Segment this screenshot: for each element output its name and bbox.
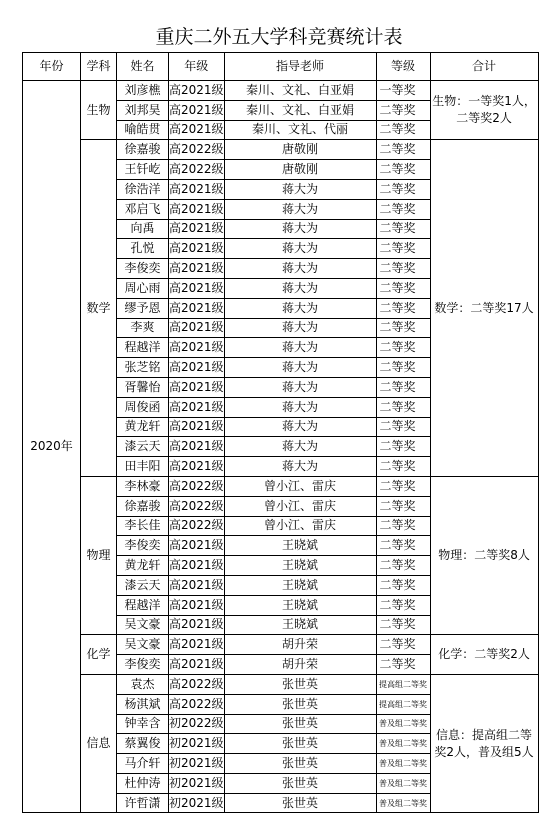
grade-cell: 高2021级 bbox=[169, 595, 225, 615]
grade-cell: 高2022级 bbox=[169, 674, 225, 694]
student-name: 漆云天 bbox=[117, 575, 169, 595]
teacher-cell: 蒋大为 bbox=[224, 259, 376, 279]
student-name: 田丰阳 bbox=[117, 457, 169, 477]
grade-cell: 高2021级 bbox=[169, 536, 225, 556]
teacher-cell: 曾小江、雷庆 bbox=[224, 476, 376, 496]
teacher-cell: 胡升荣 bbox=[224, 655, 376, 675]
grade-cell: 高2022级 bbox=[169, 694, 225, 714]
grade-cell: 高2021级 bbox=[169, 556, 225, 576]
level-cell: 二等奖 bbox=[376, 476, 430, 496]
table-row bbox=[23, 81, 539, 101]
header-year: 年份 bbox=[23, 53, 81, 81]
student-name: 向禹 bbox=[117, 219, 169, 239]
student-name: 蔡翼俊 bbox=[117, 734, 169, 754]
student-name: 马介轩 bbox=[117, 754, 169, 774]
student-name: 周俊函 bbox=[117, 397, 169, 417]
teacher-cell: 蒋大为 bbox=[224, 358, 376, 378]
teacher-cell: 王晓斌 bbox=[224, 536, 376, 556]
level-cell: 普及组二等奖 bbox=[376, 793, 430, 813]
teacher-cell: 张世英 bbox=[224, 793, 376, 813]
student-name: 孔悦 bbox=[117, 239, 169, 259]
teacher-cell: 唐敬刚 bbox=[224, 160, 376, 180]
grade-cell: 高2021级 bbox=[169, 635, 225, 655]
teacher-cell: 蒋大为 bbox=[224, 377, 376, 397]
teacher-cell: 蒋大为 bbox=[224, 298, 376, 318]
grade-cell: 高2021级 bbox=[169, 81, 225, 101]
page-title: 重庆二外五大学科竞赛统计表 bbox=[155, 26, 403, 48]
table-row bbox=[23, 140, 539, 160]
table-body bbox=[23, 81, 539, 813]
student-name: 邓启飞 bbox=[117, 199, 169, 219]
teacher-cell: 张世英 bbox=[224, 734, 376, 754]
teacher-cell: 秦川、文礼、白亚娟 bbox=[224, 100, 376, 120]
level-cell: 二等奖 bbox=[376, 100, 430, 120]
award-table bbox=[22, 52, 539, 813]
student-name: 杨淇斌 bbox=[117, 694, 169, 714]
grade-cell: 高2021级 bbox=[169, 298, 225, 318]
student-name: 胥馨怡 bbox=[117, 377, 169, 397]
level-cell: 二等奖 bbox=[376, 635, 430, 655]
grade-cell: 高2022级 bbox=[169, 516, 225, 536]
grade-cell: 高2021级 bbox=[169, 219, 225, 239]
teacher-cell: 王晓斌 bbox=[224, 575, 376, 595]
subject-cell: 信息 bbox=[81, 674, 117, 813]
student-name: 徐嘉骏 bbox=[117, 496, 169, 516]
teacher-cell: 曾小江、雷庆 bbox=[224, 496, 376, 516]
student-name: 徐浩洋 bbox=[117, 179, 169, 199]
teacher-cell: 蒋大为 bbox=[224, 437, 376, 457]
teacher-cell: 蒋大为 bbox=[224, 199, 376, 219]
level-cell: 二等奖 bbox=[376, 298, 430, 318]
subject-cell: 生物 bbox=[81, 81, 117, 140]
level-cell: 二等奖 bbox=[376, 615, 430, 635]
table-row bbox=[23, 674, 539, 694]
student-name: 袁杰 bbox=[117, 674, 169, 694]
student-name: 王钎屹 bbox=[117, 160, 169, 180]
header-level: 等级 bbox=[376, 53, 430, 81]
level-cell: 二等奖 bbox=[376, 318, 430, 338]
teacher-cell: 曾小江、雷庆 bbox=[224, 516, 376, 536]
student-name: 程越洋 bbox=[117, 338, 169, 358]
grade-cell: 高2022级 bbox=[169, 476, 225, 496]
teacher-cell: 蒋大为 bbox=[224, 278, 376, 298]
level-cell: 二等奖 bbox=[376, 655, 430, 675]
subject-cell: 物理 bbox=[81, 476, 117, 634]
total-cell: 数学：二等奖17人 bbox=[430, 140, 538, 477]
student-name: 刘邦昊 bbox=[117, 100, 169, 120]
grade-cell: 高2021级 bbox=[169, 100, 225, 120]
grade-cell: 高2021级 bbox=[169, 437, 225, 457]
student-name: 周心雨 bbox=[117, 278, 169, 298]
level-cell: 二等奖 bbox=[376, 575, 430, 595]
teacher-cell: 张世英 bbox=[224, 694, 376, 714]
level-cell: 二等奖 bbox=[376, 397, 430, 417]
header-total: 合计 bbox=[430, 53, 538, 81]
teacher-cell: 王晓斌 bbox=[224, 615, 376, 635]
student-name: 喻皓贯 bbox=[117, 120, 169, 140]
student-name: 漆云天 bbox=[117, 437, 169, 457]
student-name: 吴文豪 bbox=[117, 615, 169, 635]
total-cell: 信息：提高组二等奖2人，普及组5人 bbox=[430, 674, 538, 813]
student-name: 李林豪 bbox=[117, 476, 169, 496]
teacher-cell: 蒋大为 bbox=[224, 397, 376, 417]
total-cell: 生物：一等奖1人，二等奖2人 bbox=[430, 81, 538, 140]
level-cell: 二等奖 bbox=[376, 516, 430, 536]
grade-cell: 初2022级 bbox=[169, 714, 225, 734]
grade-cell: 高2021级 bbox=[169, 120, 225, 140]
grade-cell: 高2022级 bbox=[169, 140, 225, 160]
student-name: 徐嘉骏 bbox=[117, 140, 169, 160]
student-name: 吴文豪 bbox=[117, 635, 169, 655]
grade-cell: 高2022级 bbox=[169, 160, 225, 180]
subject-cell: 数学 bbox=[81, 140, 117, 477]
student-name: 李俊奕 bbox=[117, 259, 169, 279]
level-cell: 二等奖 bbox=[376, 338, 430, 358]
grade-cell: 初2021级 bbox=[169, 793, 225, 813]
teacher-cell: 胡升荣 bbox=[224, 635, 376, 655]
table-row bbox=[23, 635, 539, 655]
grade-cell: 初2021级 bbox=[169, 773, 225, 793]
total-cell: 化学：二等奖2人 bbox=[430, 635, 538, 675]
teacher-cell: 蒋大为 bbox=[224, 179, 376, 199]
level-cell: 二等奖 bbox=[376, 417, 430, 437]
teacher-cell: 蒋大为 bbox=[224, 457, 376, 477]
level-cell: 二等奖 bbox=[376, 437, 430, 457]
level-cell: 普及组二等奖 bbox=[376, 754, 430, 774]
student-name: 程越洋 bbox=[117, 595, 169, 615]
teacher-cell: 王晓斌 bbox=[224, 595, 376, 615]
header-name: 姓名 bbox=[117, 53, 169, 81]
level-cell: 二等奖 bbox=[376, 556, 430, 576]
level-cell: 二等奖 bbox=[376, 239, 430, 259]
level-cell: 普及组二等奖 bbox=[376, 734, 430, 754]
teacher-cell: 张世英 bbox=[224, 754, 376, 774]
level-cell: 提高组二等奖 bbox=[376, 694, 430, 714]
level-cell: 二等奖 bbox=[376, 179, 430, 199]
level-cell: 二等奖 bbox=[376, 259, 430, 279]
teacher-cell: 王晓斌 bbox=[224, 556, 376, 576]
student-name: 刘彦樵 bbox=[117, 81, 169, 101]
header-teacher: 指导老师 bbox=[224, 53, 376, 81]
student-name: 李俊奕 bbox=[117, 655, 169, 675]
grade-cell: 初2021级 bbox=[169, 754, 225, 774]
level-cell: 二等奖 bbox=[376, 199, 430, 219]
grade-cell: 高2021级 bbox=[169, 259, 225, 279]
subject-cell: 化学 bbox=[81, 635, 117, 675]
teacher-cell: 张世英 bbox=[224, 773, 376, 793]
grade-cell: 高2021级 bbox=[169, 199, 225, 219]
student-name: 黄龙轩 bbox=[117, 556, 169, 576]
student-name: 黄龙轩 bbox=[117, 417, 169, 437]
level-cell: 一等奖 bbox=[376, 81, 430, 101]
year-cell: 2020年 bbox=[23, 81, 81, 813]
level-cell: 普及组二等奖 bbox=[376, 773, 430, 793]
level-cell: 二等奖 bbox=[376, 219, 430, 239]
level-cell: 二等奖 bbox=[376, 457, 430, 477]
level-cell: 二等奖 bbox=[376, 496, 430, 516]
level-cell: 二等奖 bbox=[376, 160, 430, 180]
header-subject: 学科 bbox=[81, 53, 117, 81]
grade-cell: 高2021级 bbox=[169, 417, 225, 437]
teacher-cell: 秦川、文礼、代丽 bbox=[224, 120, 376, 140]
level-cell: 二等奖 bbox=[376, 536, 430, 556]
level-cell: 二等奖 bbox=[376, 120, 430, 140]
grade-cell: 高2021级 bbox=[169, 239, 225, 259]
grade-cell: 高2021级 bbox=[169, 358, 225, 378]
teacher-cell: 唐敬刚 bbox=[224, 140, 376, 160]
teacher-cell: 蒋大为 bbox=[224, 239, 376, 259]
header-grade: 年级 bbox=[169, 53, 225, 81]
grade-cell: 高2021级 bbox=[169, 397, 225, 417]
level-cell: 二等奖 bbox=[376, 278, 430, 298]
grade-cell: 高2021级 bbox=[169, 457, 225, 477]
grade-cell: 初2021级 bbox=[169, 734, 225, 754]
student-name: 杜仲涛 bbox=[117, 773, 169, 793]
grade-cell: 高2021级 bbox=[169, 575, 225, 595]
student-name: 许哲潇 bbox=[117, 793, 169, 813]
teacher-cell: 蒋大为 bbox=[224, 318, 376, 338]
level-cell: 普及组二等奖 bbox=[376, 714, 430, 734]
teacher-cell: 蒋大为 bbox=[224, 417, 376, 437]
teacher-cell: 蒋大为 bbox=[224, 219, 376, 239]
level-cell: 二等奖 bbox=[376, 595, 430, 615]
grade-cell: 高2021级 bbox=[169, 377, 225, 397]
teacher-cell: 秦川、文礼、白亚娟 bbox=[224, 81, 376, 101]
student-name: 李长佳 bbox=[117, 516, 169, 536]
student-name: 张芝铭 bbox=[117, 358, 169, 378]
level-cell: 提高组二等奖 bbox=[376, 674, 430, 694]
grade-cell: 高2022级 bbox=[169, 496, 225, 516]
level-cell: 二等奖 bbox=[376, 140, 430, 160]
total-cell: 物理：二等奖8人 bbox=[430, 476, 538, 634]
grade-cell: 高2021级 bbox=[169, 338, 225, 358]
grade-cell: 高2021级 bbox=[169, 318, 225, 338]
table-row bbox=[23, 476, 539, 496]
student-name: 李俊奕 bbox=[117, 536, 169, 556]
header-row bbox=[23, 53, 539, 81]
grade-cell: 高2021级 bbox=[169, 179, 225, 199]
grade-cell: 高2021级 bbox=[169, 655, 225, 675]
level-cell: 二等奖 bbox=[376, 377, 430, 397]
level-cell: 二等奖 bbox=[376, 358, 430, 378]
student-name: 缪予恩 bbox=[117, 298, 169, 318]
grade-cell: 高2021级 bbox=[169, 278, 225, 298]
student-name: 钟幸含 bbox=[117, 714, 169, 734]
teacher-cell: 张世英 bbox=[224, 714, 376, 734]
teacher-cell: 张世英 bbox=[224, 674, 376, 694]
teacher-cell: 蒋大为 bbox=[224, 338, 376, 358]
grade-cell: 高2021级 bbox=[169, 615, 225, 635]
student-name: 李爽 bbox=[117, 318, 169, 338]
